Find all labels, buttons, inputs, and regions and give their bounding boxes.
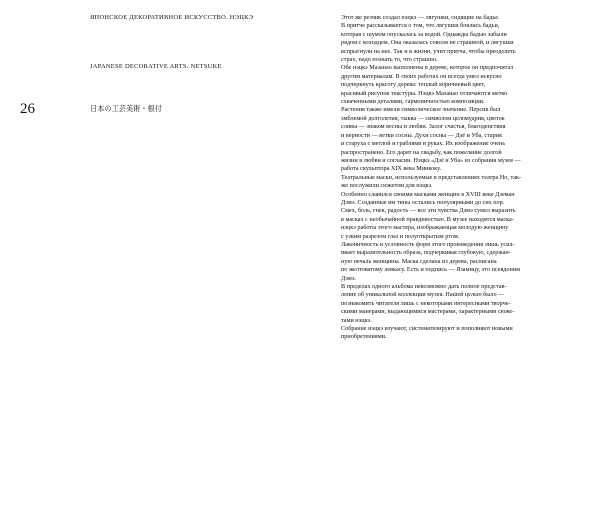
- header-russian: ЯПОНСКОЕ ДЕКОРАТИВНОЕ ИСКУССТВО. НЭЦКЭ: [90, 14, 254, 21]
- text-line: Смех, боль, гнев, радость — все эти чувства Дэмэ сумел выразить: [341, 207, 516, 215]
- text-line: эмблемой долголетия, тыква — символом целомудрия, цветок: [341, 114, 505, 122]
- text-line: схваченными деталями, гармоничностью композиции.: [341, 98, 485, 106]
- paragraph: [341, 14, 581, 64]
- text-line: страх, надо познать то, что страшно.: [341, 56, 438, 64]
- text-line: в масках с необычайной правдивостью. В музее находятся маска-: [341, 215, 514, 223]
- text-line: жизни в любви и согласии. Нэцкэ «Дзё и Уба» из собрания музея —: [341, 156, 521, 164]
- text-line: Театральные маски, используемые в представлениях театра Но, так-: [341, 173, 522, 181]
- text-line: скими манерами, выдающимися мастерами, характерными сюже-: [341, 308, 515, 316]
- text-line: с узким разрезом глаз и полуоткрытым ртом.: [341, 232, 460, 240]
- text-line: ивает выразительность образа, подчеркивая глубокую, сдержан-: [341, 249, 511, 257]
- paragraph: [341, 325, 581, 342]
- text-line: Этот же резчик создал нэцкэ — лягушки, сидящие на бадье.: [341, 14, 500, 21]
- text-line: Обе нэцкэ Мазанао выполнены в дереве, которое он предпочитал: [341, 64, 514, 72]
- text-line: В притче рассказывается о том, что лягушки боялись бадьи,: [341, 22, 500, 30]
- paragraph: [341, 241, 581, 283]
- text-line: другим материалам. В своих работах он всегда умел искусно: [341, 72, 502, 80]
- page-number: 26: [20, 101, 35, 117]
- text-line: по желтоватому левкасу. Есть и подпись — Язамицу, это псевдоним: [341, 266, 520, 274]
- paragraph: [341, 207, 581, 241]
- text-line: работа скульптора XIX века Минкоку.: [341, 165, 442, 173]
- text-line: ление об уникальной коллекции музея. Нашей целью было —: [341, 291, 505, 299]
- paragraph: [341, 283, 581, 325]
- header-japanese: 日本の工芸美術・根付: [90, 104, 162, 113]
- text-line: Лаконичность и условность форм этого произведения лишь усил-: [341, 240, 515, 248]
- text-line: вспрыгнули на нее. Так и в жизни, учит притча, чтобы преодолеть: [341, 47, 516, 55]
- paragraph: [341, 191, 581, 208]
- text-line: познакомить читателя лишь с некоторыми интересными творче-: [341, 299, 511, 307]
- text-line: сливы — знаком весны и любви. Залог счастья, благоденствия: [341, 123, 506, 131]
- paragraph: [341, 106, 581, 173]
- body-text: [341, 14, 581, 342]
- text-line: Растения также имели символическое значение. Персик был: [341, 106, 501, 114]
- paragraph: [341, 64, 581, 106]
- text-line: и верности — ветки сосны. Духи сосны — Дзё и Уба, старик: [341, 131, 503, 139]
- text-line: Дэмэ.: [341, 274, 357, 282]
- text-line: тами нэцкэ.: [341, 316, 372, 324]
- text-line: же послужили сюжетом для нэцкэ.: [341, 182, 433, 190]
- text-line: нэцкэ работы этого мастера, изображающая молодую женщину: [341, 224, 509, 232]
- text-line: Особенно славился своими масками женщин в XVIII веке Дземан: [341, 190, 515, 198]
- text-line: рядом с колодцем. Она оказалась совсем не страшной, и лягушки: [341, 39, 514, 47]
- text-line: которая с шумом опускалась за водой. Однажды бадью забыли: [341, 30, 507, 38]
- header-english: JAPANESE DECORATIVE ARTS. NETSUKE: [90, 63, 222, 70]
- text-line: подчеркнуть красоту дерева: теплый коричневый цвет,: [341, 81, 486, 89]
- text-line: Собрание нэцкэ изучают, систематизируют и пополняют новыми: [341, 325, 513, 333]
- text-line: В пределах одного альбома невозможно дать полное представ-: [341, 283, 507, 290]
- text-line: красивый рисунок текстуры. Нэцкэ Мазанао отличаются метко: [341, 89, 508, 97]
- text-line: Дэмэ. Созданные им типы остались популярными до сих пор.: [341, 198, 505, 206]
- text-line: ную печаль женщины. Маска сделана из дерева, расписана: [341, 257, 497, 265]
- paragraph: [341, 174, 581, 191]
- text-line: распространено. Его дарят на свадьбу, как пожелание долгой: [341, 148, 502, 156]
- text-line: и старуха с метлой и граблями в руках. Их изображение очень: [341, 140, 506, 148]
- text-line: приобретениями.: [341, 333, 387, 341]
